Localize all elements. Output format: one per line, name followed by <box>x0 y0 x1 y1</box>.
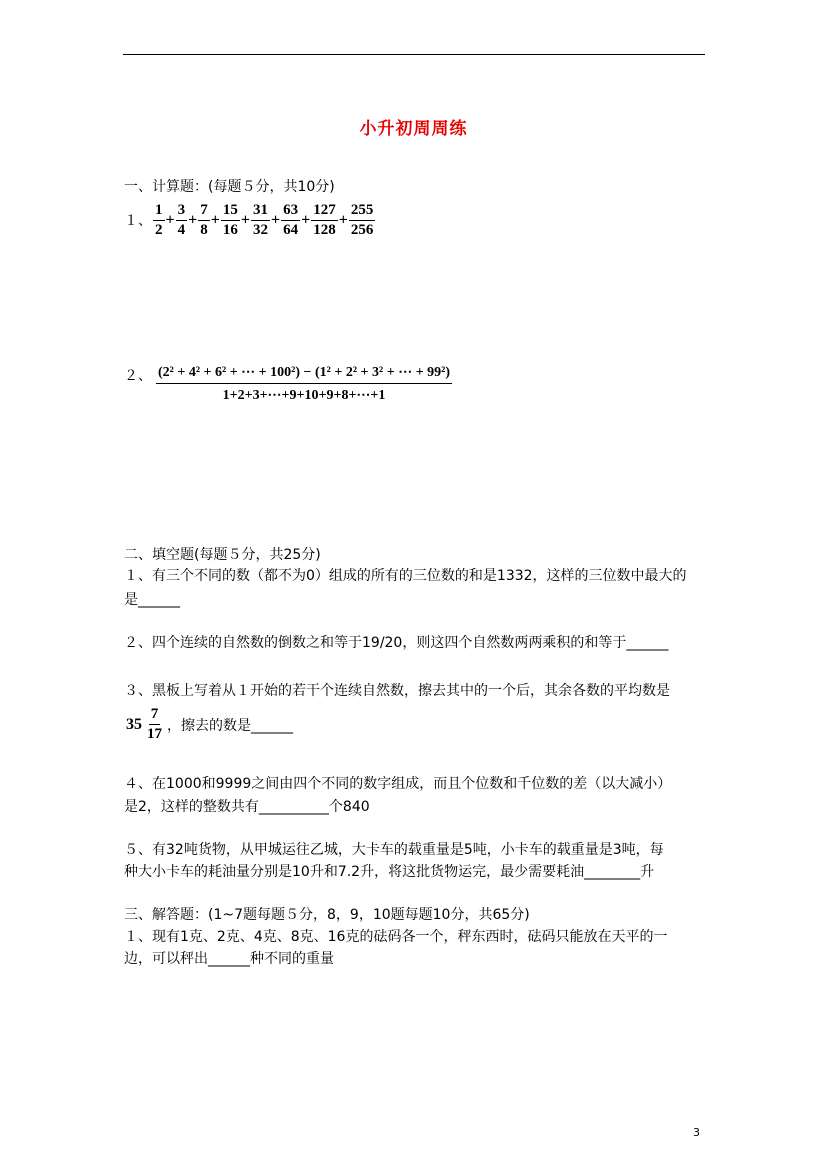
denominator: 8 <box>200 222 208 238</box>
fraction <box>281 202 300 239</box>
section1-q2-label: ２、 <box>124 368 152 384</box>
section1-heading: 一、计算题：(每题５分，共10分) <box>124 179 335 195</box>
section1-q2-fraction <box>156 364 452 404</box>
s2-q1-line1: １、有三个不同的数（都不为0）组成的所有的三位数的和是1332，这样的三位数中最大的 <box>124 568 687 584</box>
section2-heading: 二、填空题(每题５分，共25分) <box>124 547 321 563</box>
q1-label: １、 <box>124 212 152 229</box>
numerator: 15 <box>221 202 240 221</box>
mixed-whole: 35 <box>126 715 142 733</box>
header-rule <box>123 54 705 55</box>
mixed-numerator: 7 <box>149 706 161 725</box>
plus-sign: + <box>240 211 250 229</box>
fraction <box>349 202 376 239</box>
denominator: 16 <box>222 222 238 238</box>
denominator: 128 <box>313 222 336 238</box>
numerator: 255 <box>349 202 376 221</box>
denominator: 2 <box>155 222 163 238</box>
section1-q1 <box>124 202 376 239</box>
plus-sign: + <box>165 211 175 229</box>
numerator: 127 <box>311 202 338 221</box>
fraction <box>153 202 165 239</box>
plus-sign: + <box>271 211 281 229</box>
fraction <box>176 202 188 239</box>
fraction <box>221 202 240 239</box>
page-title: 小升初周周练 <box>359 119 468 139</box>
q2-numerator: (2² + 4² + 6² + ⋯ + 100²) − (1² + 2² + 3² + ⋯ + 99²) <box>156 364 452 384</box>
s3-q1-line2: 边，可以秤出______种不同的重量 <box>124 951 334 967</box>
fraction <box>311 202 338 239</box>
fraction-sum <box>152 202 376 239</box>
denominator: 256 <box>350 222 374 238</box>
s2-q2: ２、四个连续的自然数的倒数之和等于19/20，则这四个自然数两两乘积的和等于______ <box>124 635 669 651</box>
s2-q5-line2: 种大小卡车的耗油量分别是10升和7.2升，将这批货物运完，最少需要耗油________升 <box>124 864 655 880</box>
s2-q4-line2: 是2，这样的整数共有__________个840 <box>124 799 370 815</box>
s2-q3-mixed-number <box>126 706 293 743</box>
section3-heading: 三、解答题：(1~7题每题５分，8，9，10题每题10分，共65分) <box>124 907 530 923</box>
mixed-fraction <box>145 706 164 743</box>
plus-sign: + <box>338 211 348 229</box>
denominator: 64 <box>283 222 299 238</box>
page-number: 3 <box>693 1126 700 1139</box>
s2-q5-line1: ５、有32吨货物，从甲城运往乙城，大卡车的载重量是5吨，小卡车的载重量是3吨，每 <box>124 842 664 858</box>
numerator: 7 <box>198 202 210 221</box>
numerator: 1 <box>153 202 165 221</box>
s3-q1-line1: １、现有1克、2克、4克、8克、16克的砝码各一个，秤东西时，砝码只能放在天平的一 <box>124 929 668 945</box>
plus-sign: + <box>188 211 198 229</box>
denominator: 4 <box>177 222 186 238</box>
s2-q4-line1: ４、在1000和9999之间由四个不同的数字组成，而且个位数和千位数的差（以大减小） <box>124 776 672 792</box>
mixed-denominator: 17 <box>147 726 162 742</box>
numerator: 63 <box>281 202 300 221</box>
s2-q3-line1: ３、黑板上写着从１开始的若干个连续自然数，擦去其中的一个后，其余各数的平均数是 <box>124 683 670 699</box>
plus-sign: + <box>301 211 311 229</box>
numerator: 3 <box>176 202 188 221</box>
fraction <box>251 202 270 239</box>
s2-q1-line2: 是______ <box>124 592 180 608</box>
q2-denominator: 1+2+3+⋯+9+10+9+8+⋯+1 <box>222 388 386 403</box>
s2-q3-tail: ，擦去的数是______ <box>167 717 293 734</box>
numerator: 31 <box>251 202 270 221</box>
fraction <box>198 202 210 239</box>
plus-sign: + <box>210 211 220 229</box>
denominator: 32 <box>253 222 268 238</box>
